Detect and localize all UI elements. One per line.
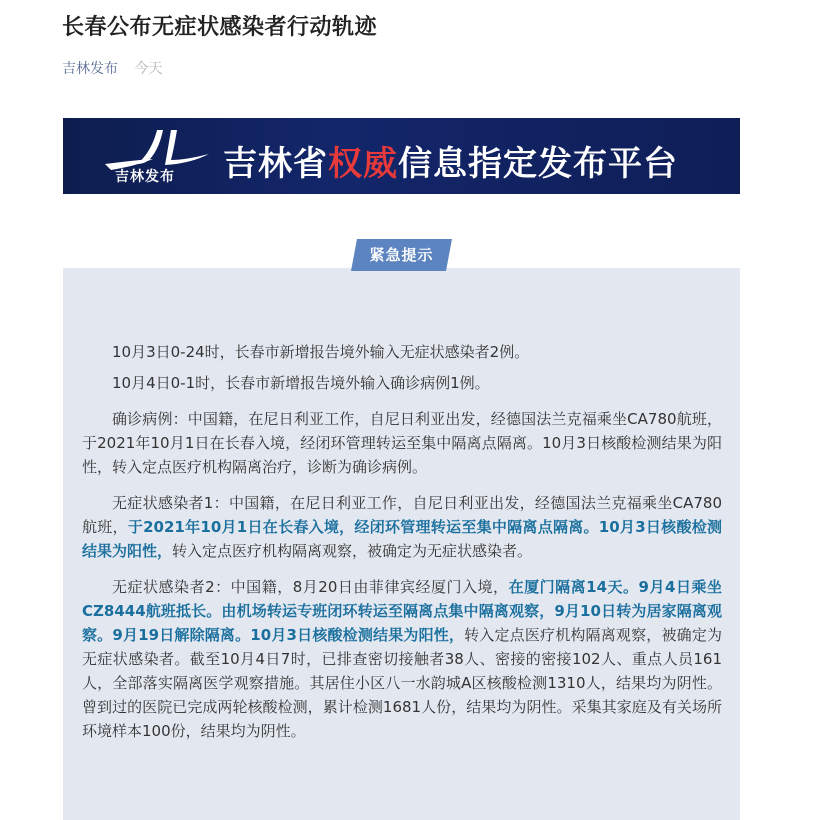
urgent-notice-label: 紧急提示 — [369, 246, 434, 264]
paragraph-4-text-c: 转入定点医疗机构隔离观察，被确定为无症状感染者。 — [172, 542, 533, 560]
banner-title-part1: 吉林省 — [223, 144, 328, 184]
banner-title — [223, 136, 678, 185]
paragraph-5-text-a: 无症状感染者2：中国籍，8月20日由菲律宾经厦门入境， — [112, 578, 509, 596]
account-name-link[interactable]: 吉林发布 — [62, 61, 118, 77]
urgent-notice-tag — [351, 239, 452, 271]
paragraph-4-emphasis: 于2021年10月1日在长春入境，经闭环管理转运至集中隔离点隔离。10月3日核酸检测结果为阳性， — [82, 518, 722, 560]
paragraph-1: 10月3日0-24时，长春市新增报告境外输入无症状感染者2例。 — [112, 343, 530, 361]
paragraph-5 — [82, 575, 722, 743]
publish-date: 今天 — [134, 61, 163, 77]
paragraph-2: 10月4日0-1时，长春市新增报告境外输入确诊病例1例。 — [112, 374, 490, 392]
banner-logo-text: 吉林发布 — [115, 169, 175, 185]
notice-content — [82, 340, 722, 755]
paragraph-4-text-a: 无症状感染者1：中国籍，在尼日利亚工作，自尼日利亚出发，经德国法兰克福乘坐CA780航班， — [82, 494, 722, 536]
banner-title-highlight: 权威 — [328, 144, 398, 184]
paragraph-5-emphasis: 在厦门隔离14天。9月4日乘坐CZ8444航班抵长。由机场转运专班闭环转运至隔离点集中隔离观察，9月10日转为居家隔离观察。9月19日解除隔离。10月3日核酸检测结果为阳性， — [82, 578, 722, 644]
paragraph-3: 确诊病例：中国籍，在尼日利亚工作，自尼日利亚出发，经德国法兰克福乘坐CA780航班，于2021年10月1日在长春入境，经闭环管理转运至集中隔离点隔离。10月3日核酸检测结果为阳性，转入定点医疗机构隔离治疗，诊断为确诊病例。 — [82, 410, 722, 476]
article-title: 长春公布无症状感染者行动轨迹 — [62, 15, 378, 40]
paragraph-4 — [82, 491, 722, 563]
banner-image — [63, 118, 740, 194]
banner-title-part2: 信息指定发布平台 — [398, 144, 678, 184]
article-meta — [62, 58, 162, 78]
paragraph-5-text-c: 转入定点医疗机构隔离观察，被确定为无症状感染者。截至10月4日7时，已排查密切接触者38人、密接的密接102人、重点人员161人，全部落实隔离医学观察措施。其居住小区八一水韵城A区核酸检测1310人，结果均为阴性。曾到过的医院已完成两轮核酸检测，累计检测1681人份，结果均为阴性。采集其家庭及有关场所环境样本100份，结果均为阴性。 — [82, 626, 722, 740]
